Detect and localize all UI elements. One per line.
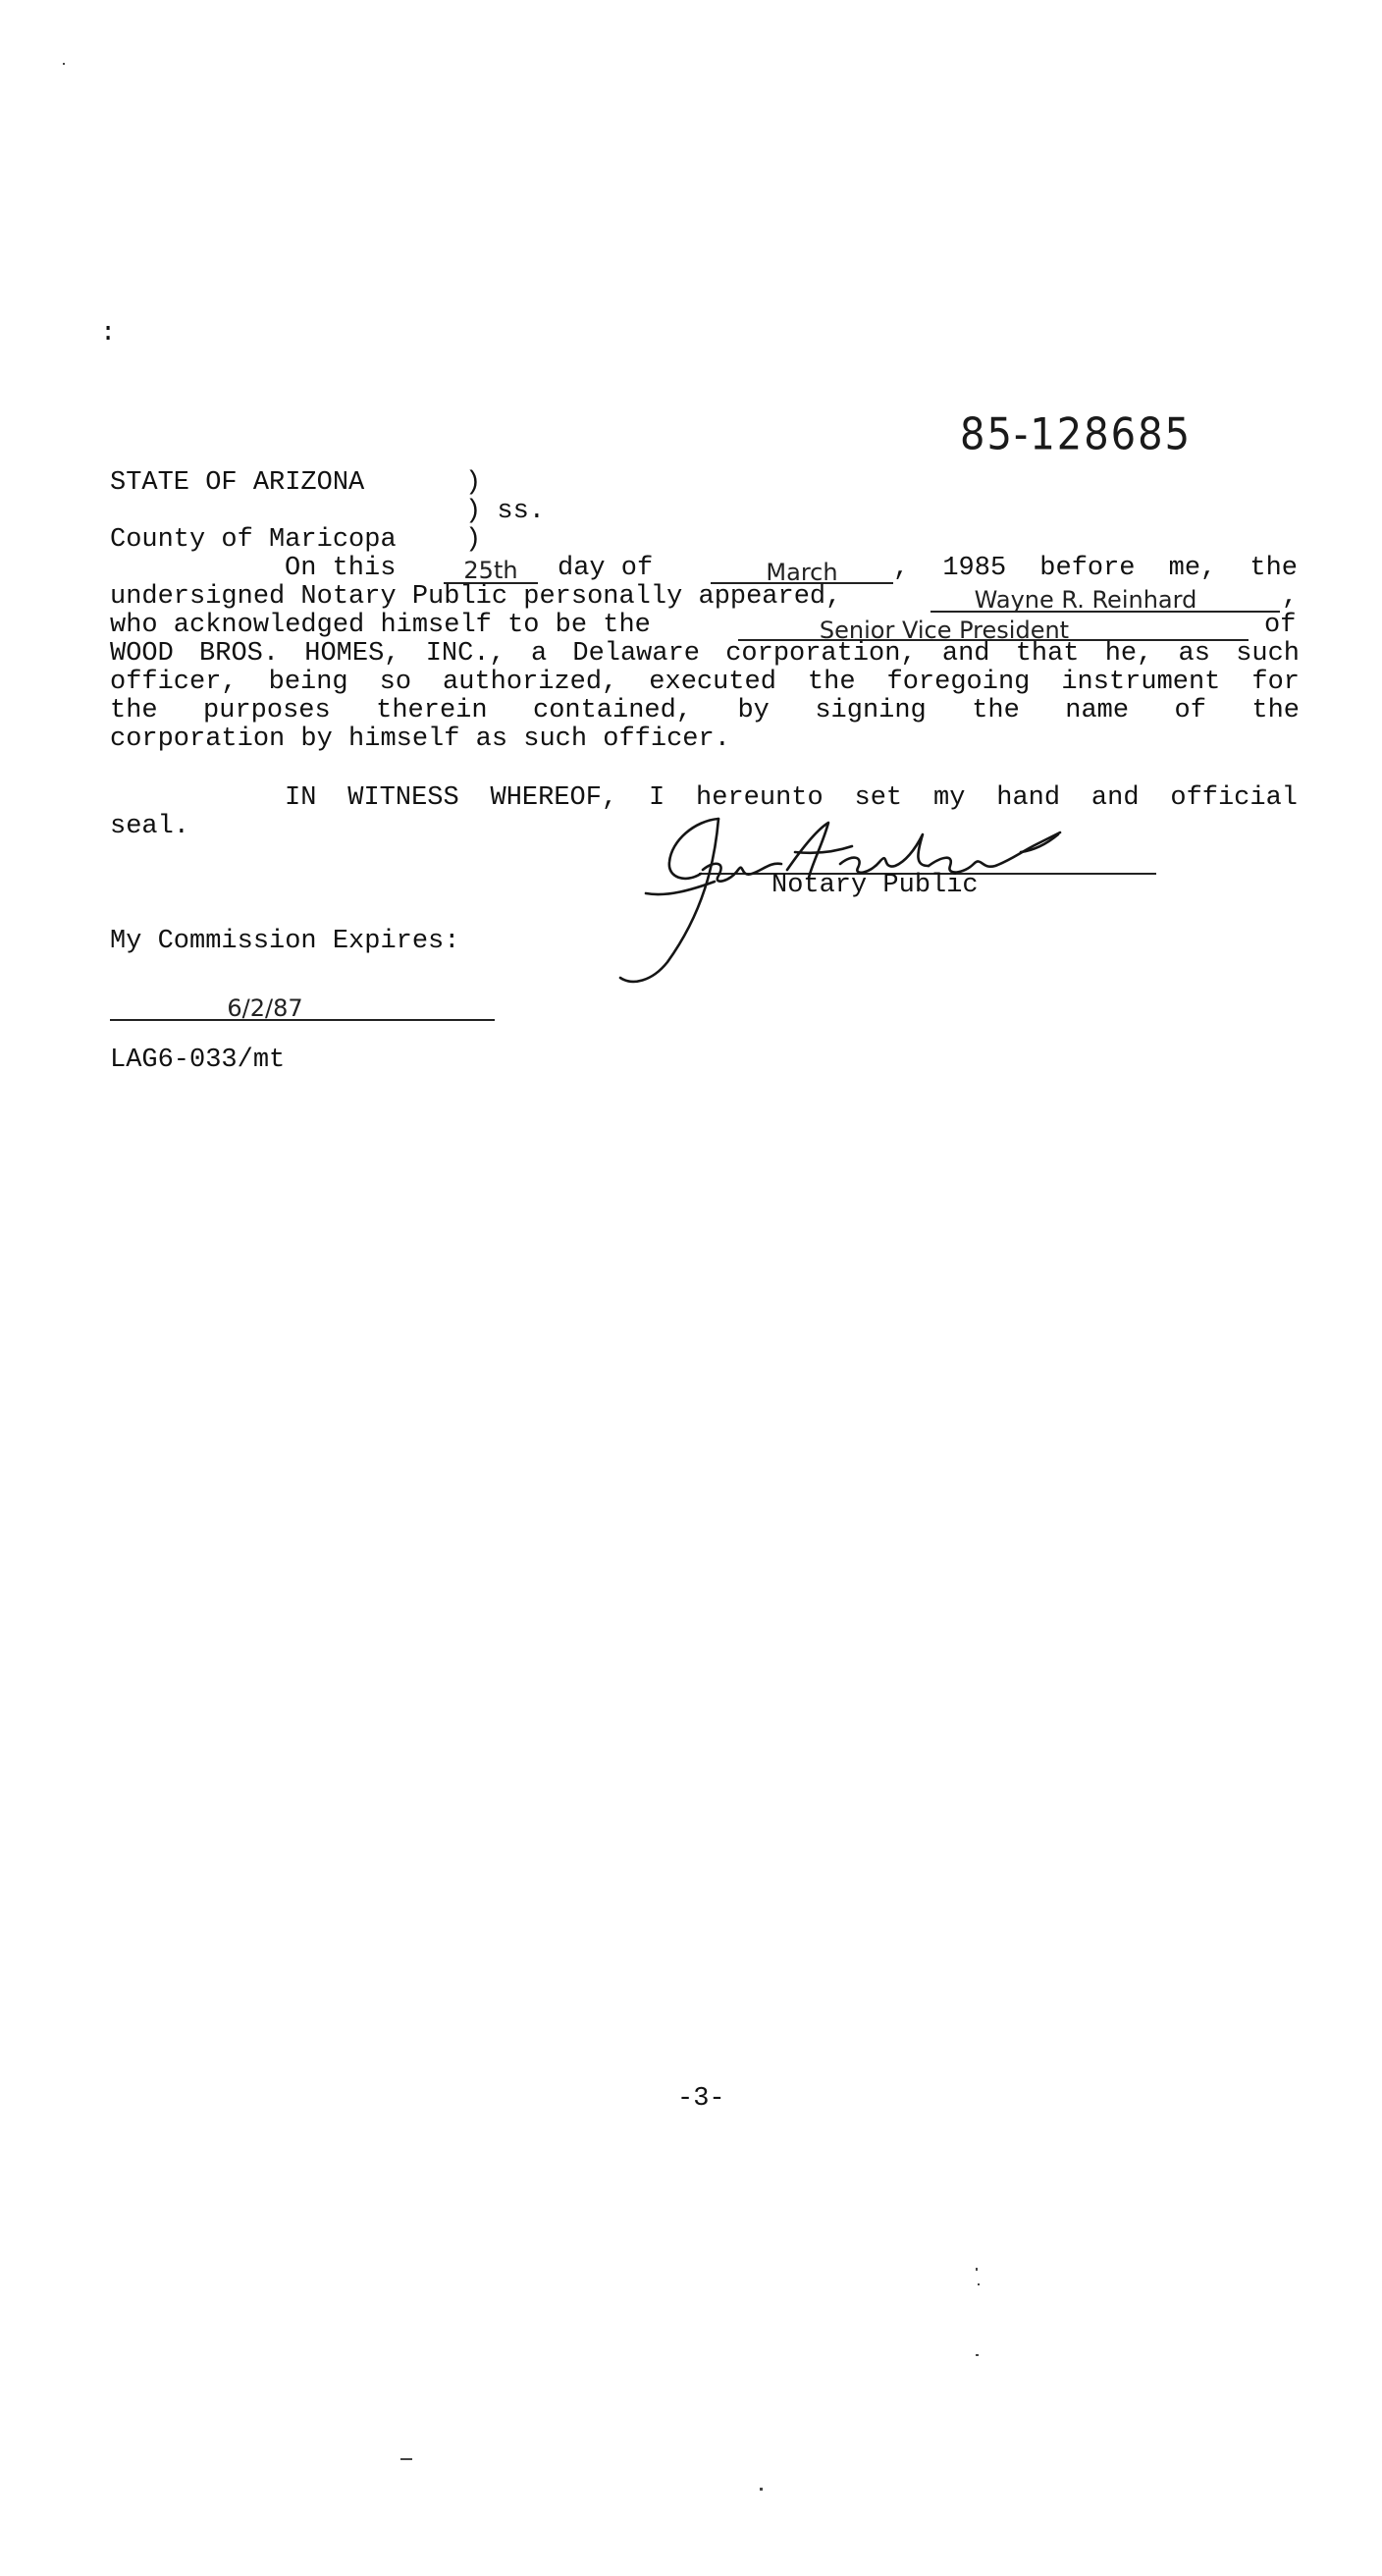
witness-line1: IN WITNESS WHEREOF, I hereunto set my hand and official [285, 783, 1298, 813]
scan-speck [400, 2458, 412, 2460]
scan-speck [760, 2488, 763, 2491]
scan-speck [63, 63, 65, 65]
county-line: County of Maricopa [110, 525, 397, 555]
ack-line2-suffix: , [1282, 582, 1299, 612]
state-line: STATE OF ARIZONA [110, 468, 365, 498]
ack-line6: the purposes therein contained, by signing the name of the [110, 696, 1300, 725]
ss-line: ) ss. [465, 497, 546, 526]
ack-line1-suffix: , 1985 before me, the [893, 554, 1298, 583]
ack-body [110, 640, 1300, 754]
recording-number-stamp: 85-128685 [960, 409, 1193, 460]
scan-speck [976, 2354, 979, 2356]
commission-label: My Commission Expires: [110, 927, 460, 956]
ack-line7: corporation by himself as such officer. [110, 724, 730, 754]
stray-mark: : [100, 319, 117, 349]
ack-line2-prefix: undersigned Notary Public personally appeared, [110, 582, 842, 612]
commission-date: 6/2/87 [227, 994, 303, 1022]
scan-speck [978, 2283, 980, 2285]
witness-line2: seal. [110, 812, 190, 841]
ack-line1-mid: day of [558, 554, 654, 583]
ack-line4: WOOD BROS. HOMES, INC., a Delaware corporation, and that he, as such [110, 639, 1300, 669]
venue-brace-bottom: ) [465, 525, 482, 555]
officer-title: Senior Vice President [819, 617, 1070, 644]
notary-signature [609, 805, 1178, 1001]
appearing-name: Wayne R. Reinhard [974, 586, 1197, 614]
scan-speck [976, 2268, 978, 2271]
page-number: -3- [677, 2084, 725, 2114]
ack-line3-suffix: of [1264, 611, 1297, 640]
file-code: LAG6-033/mt [110, 1046, 286, 1075]
ack-line1-prefix: On this [285, 554, 397, 583]
venue-brace-top: ) [465, 468, 482, 498]
ack-line3-prefix: who acknowledged himself to be the [110, 611, 651, 640]
ack-line5: officer, being so authorized, executed the foregoing instrument for [110, 668, 1300, 697]
day-value: 25th [463, 557, 518, 584]
month-value: March [766, 559, 838, 586]
signature-caption: Notary Public [771, 871, 979, 900]
